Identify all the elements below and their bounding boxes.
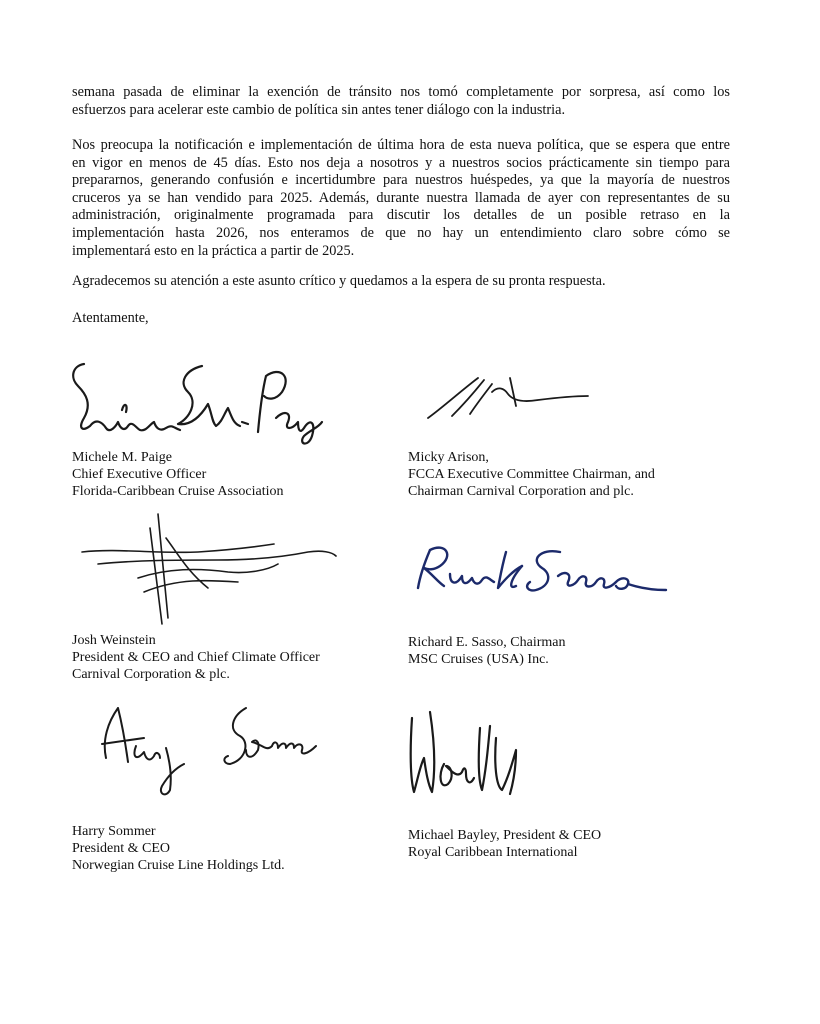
signatory-title: Chief Executive Officer — [72, 467, 207, 482]
closing-text: Atentamente, — [72, 310, 149, 326]
closing — [72, 310, 730, 328]
signature-micky-arison — [422, 372, 592, 424]
paragraph-1 — [72, 84, 730, 119]
signatory-name: Michele M. Paige — [72, 450, 172, 465]
signatory-block-arison — [408, 449, 655, 500]
signature-richard-sasso — [410, 540, 670, 602]
signatory-organization: Florida-Caribbean Cruise Association — [72, 484, 284, 499]
paragraph-line: administración, originalmente programada para discutir los detalles de un posible retraso en la — [72, 207, 730, 224]
signature-josh-weinstein — [78, 508, 340, 628]
paragraph-line: esfuerzos para acelerar este cambio de política sin antes tener diálogo con la industria. — [72, 101, 566, 118]
signatory-organization: Norwegian Cruise Line Holdings Ltd. — [72, 858, 285, 873]
signature-michael-bayley — [404, 708, 534, 816]
signatory-block-sommer — [72, 823, 285, 874]
signatory-organization: Chairman Carnival Corporation and plc. — [408, 484, 634, 499]
signatory-block-bayley — [408, 827, 601, 861]
paragraph-line: semana pasada de eliminar la exención de tránsito nos tomó completamente por sorpresa, así como los — [72, 84, 730, 100]
signatory-organization: Royal Caribbean International — [408, 845, 578, 860]
paragraph-3 — [72, 273, 730, 291]
paragraph-line: en vigor en menos de 45 días. Esto nos deja a nosotros y a nuestros socios prácticamente sin tiempo para — [72, 154, 730, 171]
paragraph-2 — [72, 137, 730, 260]
paragraph-line: cruceros ya se han vendido para 2025. Además, durante nuestra llamada de ayer con representantes de su — [72, 189, 730, 206]
signatory-block-paige — [72, 449, 284, 500]
signatory-name: Micky Arison, — [408, 450, 489, 465]
signatory-title: President & CEO and Chief Climate Officer — [72, 650, 320, 665]
paragraph-line: Agradecemos su atención a este asunto crítico y quedamos a la espera de su pronta respuesta. — [72, 273, 606, 289]
paragraph-line: implementará esto en la práctica a partir de 2025. — [72, 242, 355, 259]
signature-michele-paige — [62, 352, 324, 448]
signatory-block-weinstein — [72, 632, 320, 683]
paragraph-line: Nos preocupa la notificación e implementación de última hora de esta nueva política, que se espera que entre — [72, 137, 730, 153]
signatory-organization: MSC Cruises (USA) Inc. — [408, 652, 549, 667]
signatory-name: Harry Sommer — [72, 824, 156, 839]
signatory-name: Michael Bayley, President & CEO — [408, 828, 602, 843]
paragraph-line: prepararnos, generando confusión e incertidumbre para nuestros huéspedes, ya que la mayoría de nuestros — [72, 172, 730, 189]
paragraph-line: implementación hasta 2026, nos enteramos de que no hay un entendimiento claro sobre cómo se — [72, 224, 730, 241]
signatory-organization: Carnival Corporation & plc. — [72, 667, 230, 682]
signature-harry-sommer — [96, 702, 322, 794]
signatory-title: President & CEO — [72, 841, 170, 856]
signatory-name: Josh Weinstein — [72, 633, 156, 648]
signatory-block-sasso — [408, 634, 565, 668]
signatory-title: FCCA Executive Committee Chairman, and — [408, 467, 655, 482]
signatory-name: Richard E. Sasso, Chairman — [408, 635, 566, 650]
